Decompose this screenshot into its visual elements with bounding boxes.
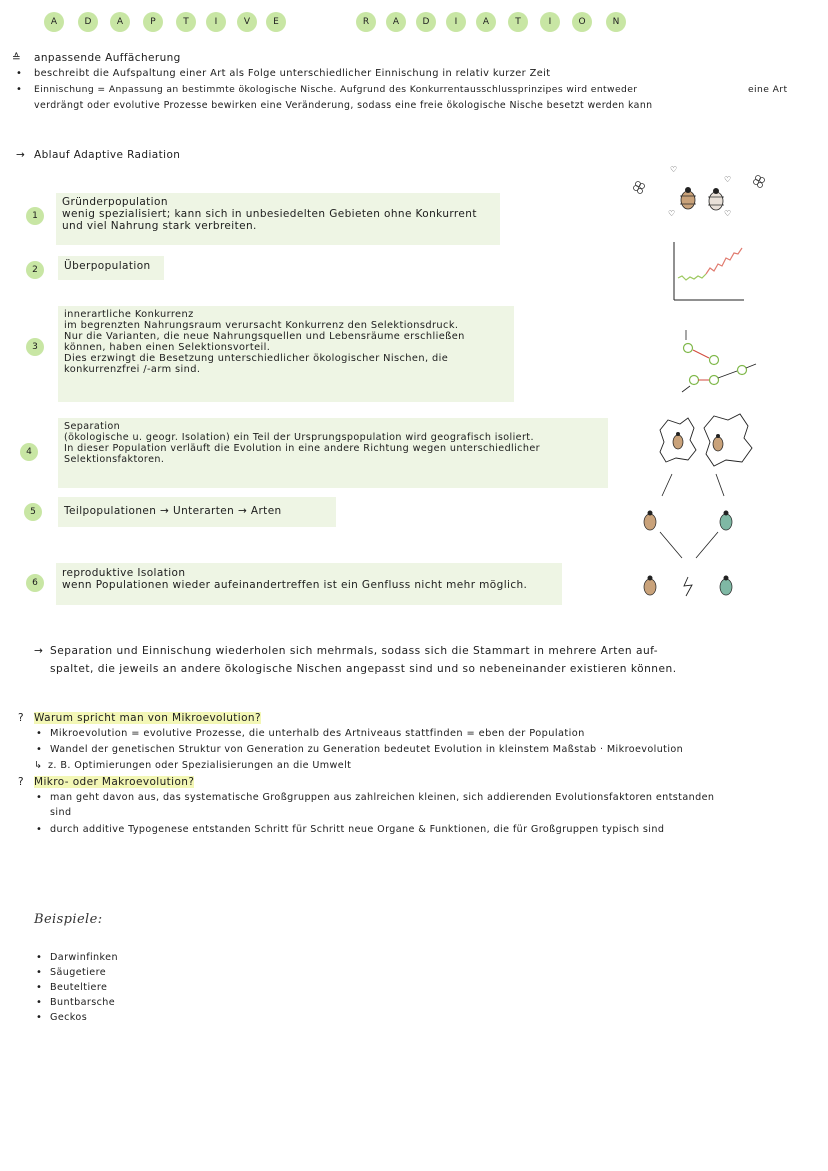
title-letter: A [476, 12, 496, 32]
flower-icon [634, 182, 645, 194]
title-letter: V [237, 12, 257, 32]
step-title: reproduktive Isolation [62, 567, 186, 579]
step-text: (ökologische u. geogr. Isolation) ein Teil der Ursprungspopulation wird geografisch isoliert. [64, 432, 534, 443]
bullet-icon: • [36, 744, 42, 755]
step-number: 6 [26, 574, 44, 592]
intro-line: Einnischung = Anpassung an bestimmte ökologische Nische. Aufgrund des Konkurrentausschlussprinzipes wird entweder [34, 84, 638, 95]
step-number: 5 [24, 503, 42, 521]
intro-line: eine Art [748, 84, 788, 95]
step-box [58, 418, 608, 488]
summary-text: spaltet, die jeweils an andere ökologische Nischen angepasst sind und so nebeneinander existieren können. [50, 663, 677, 675]
example-item: Buntbarsche [50, 997, 116, 1008]
question-icon: ? [18, 712, 24, 724]
step-text: Selektionsfaktoren. [64, 454, 165, 465]
step-text: im begrenzten Nahrungsraum verursacht Konkurrenz den Selektionsdruck. [64, 320, 459, 331]
title-letter: A [44, 12, 64, 32]
step-title: Teilpopulationen → Unterarten → Arten [64, 505, 282, 517]
svg-text:♡: ♡ [670, 165, 678, 174]
step-box [58, 497, 336, 527]
title-letter: R [356, 12, 376, 32]
beetle-icon [720, 511, 732, 531]
beetle-icon [708, 188, 724, 210]
subpopulation-diagram [632, 508, 752, 564]
step-number: 1 [26, 207, 44, 225]
example-item: Darwinfinken [50, 952, 118, 963]
step-number: 3 [26, 338, 44, 356]
title-letter: D [78, 12, 98, 32]
step-text: In dieser Population verläuft die Evolution in eine andere Richtung wegen unterschiedlicher [64, 443, 540, 454]
step-box [56, 563, 562, 605]
bullet-icon: • [36, 967, 42, 978]
bullet-text: durch additive Typogenese entstanden Schritt für Schritt neue Organe & Funktionen, die für Großgruppen typisch sind [50, 824, 665, 835]
title-letter: N [606, 12, 626, 32]
bullet-icon: • [36, 997, 42, 1008]
title-letter: A [386, 12, 406, 32]
population-growth-graph [666, 238, 748, 306]
title-letter: I [446, 12, 466, 32]
title-letter: E [266, 12, 286, 32]
bullet-icon: • [36, 1012, 42, 1023]
step-box [58, 306, 514, 402]
beetle-icon [673, 432, 683, 449]
bullet-icon: • [36, 824, 42, 835]
bullet-icon: • [36, 728, 42, 739]
svg-text:♡: ♡ [724, 209, 732, 218]
bullet-icon: • [16, 68, 22, 79]
bullet-text: sind [50, 807, 72, 818]
example-item: Säugetiere [50, 967, 107, 978]
example-item: Geckos [50, 1012, 88, 1023]
step-title: Separation [64, 421, 121, 432]
examples-heading: Beispiele: [34, 912, 103, 927]
bullet-text: Mikroevolution = evolutive Prozesse, die unterhalb des Artniveaus stattfinden = eben der Population [50, 728, 585, 739]
intro-line: verdrängt oder evolutive Prozesse bewirken eine Veränderung, sodass eine freie ökologische Nische besetzt werden kann [34, 100, 653, 111]
intro-line: beschreibt die Aufspaltung einer Art als Folge unterschiedlicher Einnischung in relativ kurzer Zeit [34, 68, 551, 79]
title-letter: O [572, 12, 592, 32]
title-letter: I [206, 12, 226, 32]
title-letter: P [143, 12, 163, 32]
sub-arrow-icon: ↳ [34, 760, 43, 771]
flower-icon [754, 176, 765, 188]
arrow-icon: → [34, 645, 44, 657]
step-text: und viel Nahrung stark verbreiten. [62, 220, 257, 232]
summary-text: Separation und Einnischung wiederholen sich mehrmals, sodass sich die Stammart in mehrere Arten auf- [50, 645, 659, 657]
intro-definition: anpassende Auffächerung [34, 52, 181, 64]
beetle-icon [720, 576, 732, 596]
title-letter: I [540, 12, 560, 32]
title-letter: T [176, 12, 196, 32]
question-heading: Warum spricht man von Mikroevolution? [34, 712, 261, 724]
equals-symbol: ≙ [12, 52, 22, 64]
step-title: innerartliche Konkurrenz [64, 309, 194, 320]
step-text: können, haben einen Selektionsvorteil. [64, 342, 271, 353]
section-heading: Ablauf Adaptive Radiation [34, 149, 181, 161]
step-text: wenig spezialisiert; kann sich in unbesiedelten Gebieten ohne Konkurrent [62, 208, 477, 220]
bullet-text: Wandel der genetischen Struktur von Generation zu Generation bedeutet Evolution in kleinstem Maßstab · Mikroevolution [50, 744, 684, 755]
question-heading: Mikro- oder Makroevolution? [34, 776, 195, 788]
beetle-icon [644, 576, 656, 596]
bullet-text: z. B. Optimierungen oder Spezialisierungen an die Umwelt [48, 760, 352, 771]
step-title: Gründerpopulation [62, 196, 168, 208]
title-banner [0, 12, 828, 36]
example-item: Beuteltiere [50, 982, 108, 993]
step-text: konkurrenzfrei /-arm sind. [64, 364, 201, 375]
arrow-icon: → [16, 149, 26, 161]
bullet-text: man geht davon aus, das systematische Großgruppen aus zahlreichen kleinen, sich addierenden Evolutionsfaktoren entstanden [50, 792, 715, 803]
step-box [56, 193, 500, 245]
separation-diagram [652, 410, 764, 500]
step-text: Dies erzwingt die Besetzung unterschiedlicher ökologischer Nischen, die [64, 353, 449, 364]
svg-text:♡: ♡ [668, 209, 676, 218]
title-letter: A [110, 12, 130, 32]
beetle-icon [680, 187, 696, 209]
bullet-icon: • [36, 982, 42, 993]
step-text: wenn Populationen wieder aufeinandertreffen ist ein Genfluss nicht mehr möglich. [62, 579, 528, 591]
step-title: Überpopulation [64, 260, 151, 272]
bullet-icon: • [36, 952, 42, 963]
step-box [58, 256, 164, 280]
step-number: 2 [26, 261, 44, 279]
beetle-icon [644, 511, 656, 531]
bullet-icon: • [16, 84, 22, 95]
title-letter: T [508, 12, 528, 32]
question-icon: ? [18, 776, 24, 788]
reproductive-isolation-diagram [636, 572, 746, 600]
step-number: 4 [20, 443, 38, 461]
founder-population-illustration [626, 162, 776, 224]
svg-text:♡: ♡ [724, 175, 732, 184]
step-text: Nur die Varianten, die neue Nahrungsquellen und Lebensräume erschließen [64, 331, 465, 342]
beetle-icon [713, 434, 723, 451]
competition-diagram [676, 326, 760, 396]
title-letter: D [416, 12, 436, 32]
bullet-icon: • [36, 792, 42, 803]
